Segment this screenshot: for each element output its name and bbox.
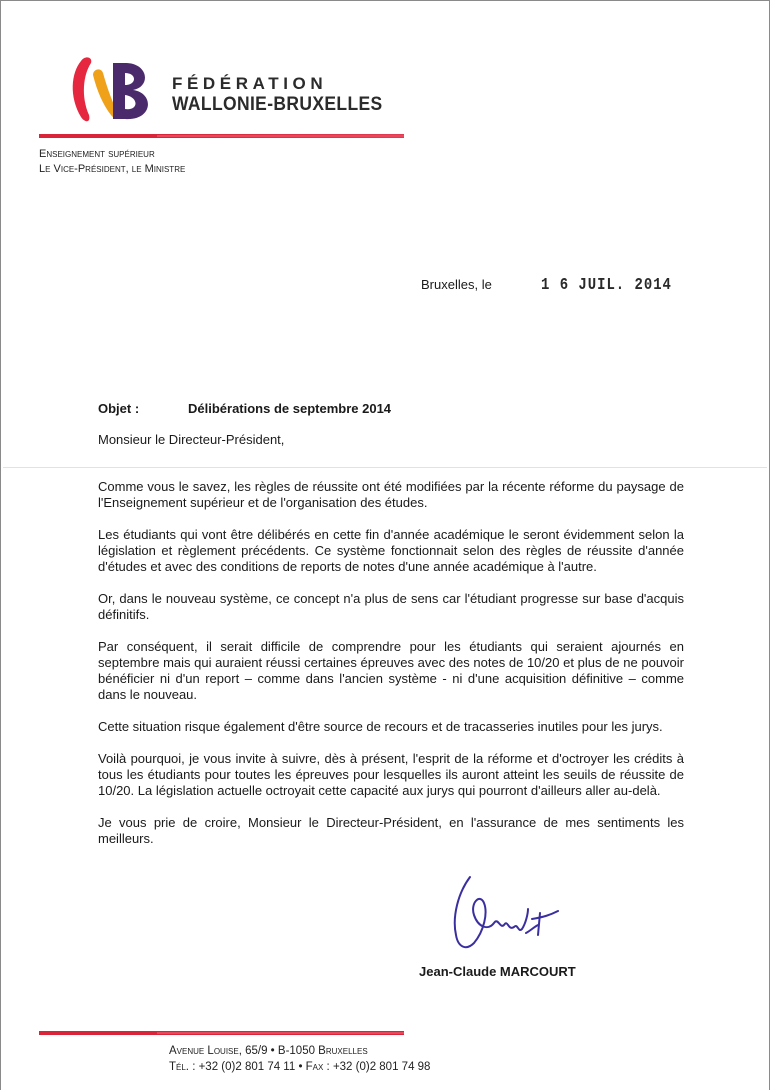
paragraph: Or, dans le nouveau système, ce concept n'a plus de sens car l'étudiant progresse sur base d'acquis définitifs. (98, 591, 684, 622)
scan-fold-line (3, 467, 767, 468)
federation-logo-icon (67, 53, 162, 127)
salutation: Monsieur le Directeur-Président, (98, 432, 285, 447)
paragraph: Je vous prie de croire, Monsieur le Directeur-Président, en l'assurance de mes sentiments les meilleurs. (98, 815, 684, 846)
department: Enseignement supérieur (39, 148, 155, 160)
letter-body (98, 479, 684, 863)
paragraph: Comme vous le savez, les règles de réussite ont été modifiées par la récente réforme du paysage de l'Enseignement supérieur et de l'organisation des études. (98, 479, 684, 510)
paragraph: Voilà pourquoi, je vous invite à suivre, dès à présent, l'esprit de la réforme et d'octroyer les crédits à tous les étudiants pour toutes les épreuves pour lesquelles ils auront atteint les seuils de réussite de 10/20. La législation actuelle octroyait cette capacité aux jurys qui pourront d'ailleurs aller au-delà. (98, 751, 684, 798)
paragraph: Les étudiants qui vont être délibérés en cette fin d'année académique le seront évidemment selon la législation et règlement précédents. Ce système fonctionnait selon des règles de réussite d'année d'études et avec des conditions de reports de notes d'une année académique à l'autre. (98, 527, 684, 574)
header-rule (39, 134, 404, 138)
footer-rule (39, 1031, 404, 1035)
footer-address: Avenue Louise, 65/9 • B-1050 Bruxelles (169, 1045, 368, 1057)
sender-block (39, 147, 185, 177)
subject-text: Délibérations de septembre 2014 (188, 401, 392, 416)
paragraph: Par conséquent, il serait difficile de comprendre pour les étudiants qui seraient ajournés en septembre mais qui auraient réussi certaines épreuves avec des notes de 10/20 et plus de ne pouvoir bénéficier ni d'un report – comme dans l'ancien système - ni d'une acquisition définitive – comme dans le nouveau. (98, 639, 684, 702)
date-place: Bruxelles, le (421, 277, 492, 292)
footer-contact: Tél. : +32 (0)2 801 74 11 • Fax : +32 (0)2 801 74 98 (169, 1061, 431, 1073)
paragraph: Cette situation risque également d'être source de recours et de tracasseries inutiles pour les jurys. (98, 719, 663, 734)
subject-label: Objet : (98, 401, 140, 416)
brand-line-2: WALLONIE-BRUXELLES (172, 94, 383, 115)
brand-line-1: FÉDÉRATION (172, 74, 328, 93)
footer-address-block (169, 1043, 430, 1075)
signer-name: Jean-Claude MARCOURT (419, 964, 576, 979)
handwritten-signature-icon (444, 873, 564, 963)
sender-role: Le Vice-Président, le Ministre (39, 163, 186, 175)
date-stamp: 1 6 JUIL. 2014 (541, 276, 672, 295)
